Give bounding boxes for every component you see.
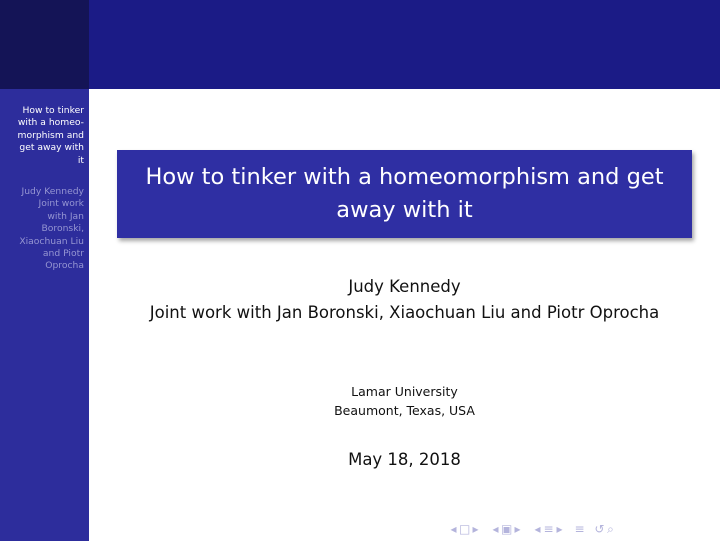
- nav-section-icon[interactable]: ≡: [543, 522, 554, 536]
- nav-back-icon[interactable]: ↺: [594, 522, 605, 536]
- sidebar-author-line: Judy Kennedy: [21, 186, 84, 197]
- logo-corner: [0, 0, 89, 89]
- nav-prev-icon[interactable]: ◂: [534, 522, 541, 536]
- sidebar-title[interactable]: [2, 105, 84, 167]
- sidebar-title-line: How to tinker: [22, 105, 84, 116]
- nav-next-section-icon[interactable]: ▸: [514, 522, 521, 536]
- institution: [117, 382, 692, 420]
- navigation-bar: [448, 521, 616, 537]
- nav-subsection-icon[interactable]: ▣: [501, 522, 513, 536]
- nav-search-icon[interactable]: ⌕: [607, 521, 614, 536]
- sidebar-title-line: get away with: [19, 142, 84, 154]
- collaborators: Joint work with Jan Boronski, Xiaochuan Liu and Piotr Oprocha: [149, 303, 660, 322]
- nav-forward-icon[interactable]: ▸: [556, 522, 563, 536]
- sidebar-author-line: Boronski,: [41, 223, 84, 235]
- slide-title-box: [117, 150, 692, 238]
- slide-title: How to tinker with a homeomorphism and get away with it: [145, 164, 664, 223]
- header-band: [89, 0, 720, 89]
- nav-prev-section-icon[interactable]: ◂: [492, 522, 499, 536]
- sidebar-title-line: with a homeo-: [17, 117, 84, 129]
- nav-align-icon[interactable]: ≡: [574, 522, 585, 536]
- author-name: Judy Kennedy: [348, 277, 461, 296]
- sidebar-title-line: morphism and: [17, 129, 84, 141]
- sidebar-title-line: it: [77, 154, 84, 166]
- presentation-date: May 18, 2018: [348, 450, 461, 469]
- nav-frame-icon[interactable]: □: [459, 522, 471, 536]
- sidebar-author-line: Xiaochuan Liu: [19, 235, 84, 247]
- nav-next-icon[interactable]: ▸: [472, 522, 479, 536]
- sidebar-author-line: with Jan: [47, 210, 84, 222]
- sidebar-author-line: Oprocha: [45, 260, 84, 272]
- nav-first-icon[interactable]: ◂: [450, 522, 457, 536]
- sidebar-author-line: Joint work: [38, 198, 84, 210]
- institution-location: Beaumont, Texas, USA: [334, 403, 475, 418]
- sidebar-authors[interactable]: [2, 186, 84, 273]
- institution-name: Lamar University: [351, 384, 458, 399]
- sidebar: [0, 89, 89, 541]
- sidebar-author-line: and Piotr: [42, 248, 84, 260]
